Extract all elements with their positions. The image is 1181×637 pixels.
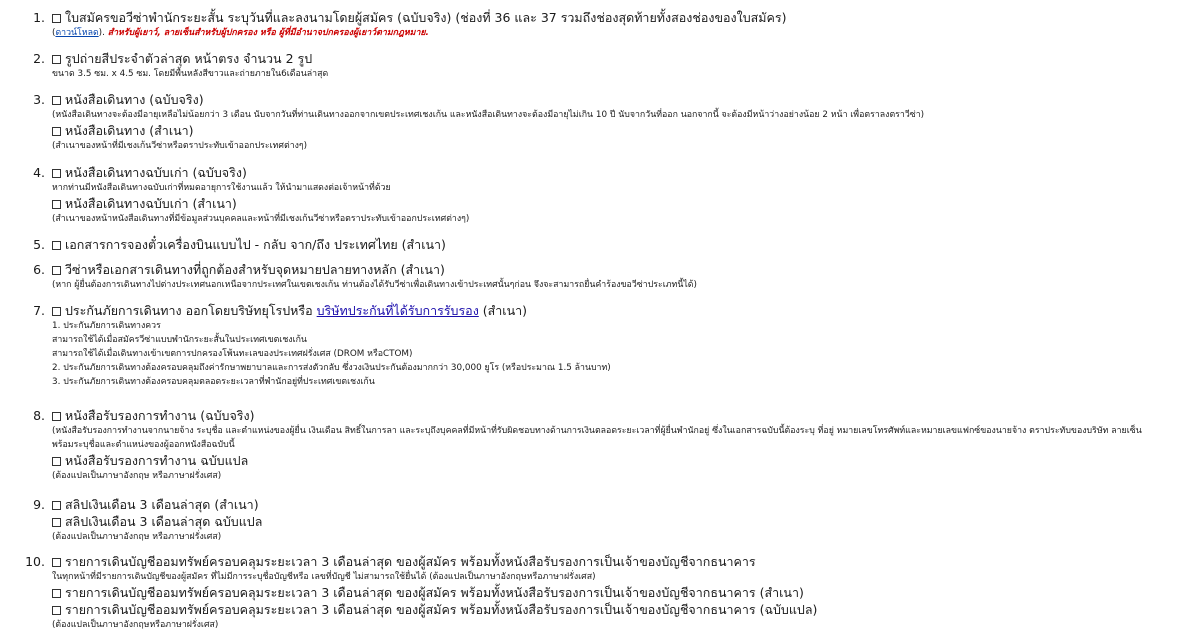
item-note: ขนาด 3.5 ซม. x 4.5 ซม. โดยมีพื้นหลังสีขาวและถ่ายภายใน6เดือนล่าสุด <box>52 69 329 79</box>
item-number: 10. <box>25 554 45 569</box>
checkbox[interactable] <box>52 96 61 105</box>
checkbox[interactable] <box>52 412 61 421</box>
checkbox[interactable] <box>52 457 61 466</box>
item-note: หากท่านมีหนังสือเดินทางฉบับเก่าที่หมดอายุการใช้งานแล้ว ให้นำมาแสดงต่อเจ้าหน้าที่ด้วย <box>52 183 391 193</box>
insurance-note-3: สามารถใช้ได้เมื่อเดินทางเข้าเขตการปกครองโพ้นทะเลของประเทศฝรั่งเศส (DROM หรือCTOM) <box>52 349 413 359</box>
sub-item-title: หนังสือเดินทางฉบับเก่า (สำเนา) <box>65 196 237 211</box>
checkbox[interactable] <box>52 200 61 209</box>
insurance-note-4: 2. ประกันภัยการเดินทางต้องครอบคลุมถึงค่ารักษาพยาบาลและการส่งตัวกลับ ซึ่งวงเงินประกันต้องมากกว่า 30,000 ยูโร (หรือประมาณ 1.5 ล้านบาท) <box>52 363 611 373</box>
checkbox[interactable] <box>52 14 61 23</box>
sub-item-title-2: รายการเดินบัญชีออมทรัพย์ครอบคลุมระยะเวลา 3 เดือนล่าสุด ของผู้สมัคร พร้อมทั้งหนังสือรับรองการเป็นเจ้าของบัญชีจากธนาคาร (ฉบับแปล) <box>65 602 818 617</box>
checkbox[interactable] <box>52 558 61 567</box>
approved-insurers-link[interactable]: บริษัทประกันที่ได้รับการรับรอง <box>316 303 479 318</box>
item-number: 8. <box>33 408 45 423</box>
item-title: รายการเดินบัญชีออมทรัพย์ครอบคลุมระยะเวลา 3 เดือนล่าสุด ของผู้สมัคร พร้อมทั้งหนังสือรับรองการเป็นเจ้าของบัญชีจากธนาคาร <box>65 554 756 569</box>
checkbox[interactable] <box>52 266 61 275</box>
checkbox[interactable] <box>52 606 61 615</box>
item-number: 2. <box>33 51 45 66</box>
item-number: 9. <box>33 497 45 512</box>
sub-item-note: (ต้องแปลเป็นภาษาอังกฤษ หรือภาษาฝรั่งเศส) <box>52 532 222 542</box>
item-title-tail: (สำเนา) <box>482 303 528 318</box>
item-number: 4. <box>33 165 45 180</box>
item-note: (หาก ผู้ยื่นต้องการเดินทางไปต่างประเทศนอกเหนือจากประเทศในเขตเชงเก้น ท่านต้องได้รับวีซ่าเพื่อเดินทางเข้าประเทศนั้นๆก่อน จึงจะสามารถยื่นคำร้องขอวีซ่าประเภทนี้ได้) <box>52 280 697 290</box>
minor-note: สำหรับผู้เยาว์, ลายเซ็นสำหรับผู้ปกครอง หรือ ผู้ที่มีอำนาจปกครองผู้เยาว์ตามกฎหมาย. <box>107 28 429 38</box>
item-note: ในทุกหน้าที่มีรายการเดินบัญชีของผู้สมัคร ที่ไม่มีการระบุชื่อบัญชีหรือ เลขที่บัญชี ไม่สามารถใช้ยื่นได้ (ต้องแปลเป็นภาษาอังกฤษหรือภาษาฝรั่งเศส) <box>52 572 596 582</box>
sub-item-note: (สำเนาของหน้าที่มีเชงเก้นวีซ่าหรือตราประทับเข้าออกประเทศต่างๆ) <box>52 141 308 151</box>
download-link[interactable]: ดาวน์โหลด <box>55 28 99 38</box>
item-note: (หนังสือรับรองการทำงานจากนายจ้าง ระบุชื่อ และตำแหน่งของผู้ยื่น เงินเดือน สิทธิ์ในการลา และระบุถึงบุคคลที่มีหน้าที่รับผิดชอบทางด้านการเงินตลอดระยะเวลาที่ผู้ยื่นพำนักอยู่ ซึ่งในเอกสารฉบับนี้ต้องระบุ ที่อยู่ หมายเลขโทรศัพท์และหมายเลขแฟกซ์ของนายจ้าง ตราประทับของบริษัท ลายเซ็น พร้อมระบุชื่อและตำแหน่งของผู้ออกหนังสือฉบับนี้ <box>52 426 1142 450</box>
item-title: หนังสือเดินทาง (ฉบับจริง) <box>65 92 204 107</box>
item-number: 7. <box>33 303 45 318</box>
item-title: เอกสารการจองตั๋วเครื่องบินแบบไป - กลับ จาก/ถึง ประเทศไทย (สำเนา) <box>65 237 446 252</box>
item-number: 6. <box>33 262 45 277</box>
sub-item-title: รายการเดินบัญชีออมทรัพย์ครอบคลุมระยะเวลา 3 เดือนล่าสุด ของผู้สมัคร พร้อมทั้งหนังสือรับรองการเป็นเจ้าของบัญชีจากธนาคาร (สำเนา) <box>65 585 804 600</box>
insurance-note-1: 1. ประกันภัยการเดินทางควร <box>52 321 161 331</box>
note-separator: ). <box>98 28 105 38</box>
checkbox[interactable] <box>52 518 61 527</box>
sub-item-title: หนังสือรับรองการทำงาน ฉบับแปล <box>65 453 249 468</box>
sub-item-note: (ต้องแปลเป็นภาษาอังกฤษหรือภาษาฝรั่งเศส) <box>52 620 219 630</box>
sub-item-note: (ต้องแปลเป็นภาษาอังกฤษ หรือภาษาฝรั่งเศส) <box>52 471 222 481</box>
document-checklist: 1. ใบสมัครขอวีซ่าพำนักระยะสั้น ระบุวันที่และลงนามโดยผู้สมัคร (ฉบับจริง) (ช่องที่ 36 และ 37 รวมถึงช่องสุดท้ายทั้งสองช่องของใบสมัคร) (ดาวน์โหลด). สำหรับผู้เยาว์, ลายเซ็นสำหรับผู้ปกครอง หรือ ผู้ที่มีอำนาจปกครองผู้เยาว์ตามกฎหมาย. 2. รูปถ่ายสีประจำตัวล่าสุด หน้าตรง จำนวน 2 รูป ขนาด 3.5 ซม. x 4.5 ซม. โดยมีพื้นหลังสีขาวและถ่ายภายใน6เดือนล่าสุด 3. หนังสือเดินทาง (ฉบับจริง) (หนังสือเดินทางจะต้องมีอายุเหลือไม่น้อยกว่า 3 เดือน นับจากวันที่ท่านเดินทางออกจากเขตประเทศเชงเก้น และหนังสือเดินทางจะต้องมีอายุไม่เกิน 10 ปี นับจากวันที่ออก นอกจากนี้ จะต้องมีหน้าว่างอย่างน้อย 2 หน้า เพื่อตราลงตราวีซ่า) หนังสือเดินทาง (สำเนา) (สำเนาของหน้าที่มีเชงเก้นวีซ่าหรือตราประทับเข้าออกประเทศต่างๆ) 4. หนังสือเดินทางฉบับเก่า (ฉบับจริง) หากท่านมีหนังสือเดินทางฉบับเก่าที่หมดอายุการใช้งานแล้ว ให้นำมาแสดงต่อเจ้าหน้าที่ด้วย หนังสือเดินทางฉบับเก่า (สำเนา) (สำเนาของหน้าหนังสือเดินทางที่มีข้อมูลส่วนบุคคลและหน้าที่มีเชงเก้นวีซ่าหรือตราประทับเข้าออกประเทศต่างๆ) 5. เอกสารการจองตั๋วเครื่องบินแบบไป - กลับ จาก/ถึง ประเทศไทย (สำเนา) 6. วีซ่าหรือเอกสารเดินทางที่ถูกต้องสำหรับจุดหมายปลายทางหลัก (สำเนา) (หาก ผู้ยื่นต้องการเดินทางไปต่างประเทศนอกเหนือจากประเทศในเขตเชงเก้น ท่านต้องได้รับวีซ่าเพื่อเดินทางเข้าประเทศนั้นๆก่อน จึงจะสามารถยื่นคำร้องขอวีซ่าประเภทนี้ได้) 7. ประกันภัยการเดินทาง ออกโดยบริษัทยุโรปหรือ บริษัทประกันที่ได้รับการรับรอง (สำเนา) 1. ประกันภัยการเดินทางควร สามารถใช้ได้เมื่อสมัครวีซ่าแบบพำนักระยะสั้นในประเทศเขตเชงเก้น สามารถใช้ได้เมื่อเดินทางเข้าเขตการปกครองโพ้นทะเลของประเทศฝรั่งเศส (DROM หรือCTOM) 2. ประกันภัยการเดินทางต้องครอบคลุมถึงค่ารักษาพยาบาลและการส่งตัวกลับ ซึ่งวงเงินประกันต้องมากกว่า 30,000 ยูโร (หรือประมาณ 1.5 ล้านบาท) 3. ประกันภัยการเดินทางต้องครอบคลุมตลอดระยะเวลาที่พำนักอยู่ที่ประเทศเขตเชงเก้น 8. หนังสือรับรองการทำงาน (ฉบับจริง) (หนังสือรับรองการทำงานจากนายจ้าง ระบุชื่อ และตำแหน่งของผู้ยื่น เงินเดือน สิทธิ์ในการลา และระบุถึงบุคคลที่มีหน้าที่รับผิดชอบทางด้านการเงินตลอดระยะเวลาที่ผู้ยื่นพำนักอยู่ ซึ่งในเอกสารฉบับนี้ต้องระบุ ที่อยู่ หมายเลขโทรศัพท์และหมายเลขแฟกซ์ของนายจ้าง ตราประทับของบริษัท ลายเซ็น พร้อมระบุชื่อและตำแหน่งของผู้ออกหนังสือฉบับนี้ หนังสือรับรองการทำงาน ฉบับแปล (ต้องแปลเป็นภาษาอังกฤษ หรือภาษาฝรั่งเศส) 9. สลิปเงินเดือน 3 เดือนล่าสุด (สำเนา) สลิปเงินเดือน 3 เดือนล่าสุด ฉบับแปล (ต้องแปลเป็นภาษาอังกฤษ หรือภาษาฝรั่งเศส) 10. รายการเดินบัญชีออมทรัพย์ครอบคลุมระยะเวลา 3 เดือนล่าสุด ของผู้สมัคร พร้อมทั้งหนังสือรับรองการเป็นเจ้าของบัญชีจากธนาคาร ในทุกหน้าที่มีรายการเดินบัญชีของผู้สมัคร ที่ไม่มีการระบุชื่อบัญชีหรือ เลขที่บัญชี ไม่สามารถใช้ยื่นได้ (ต้องแปลเป็นภาษาอังกฤษหรือภาษาฝรั่งเศส) รายการเดินบัญชีออมทรัพย์ครอบคลุมระยะเวลา 3 เดือนล่าสุด ของผู้สมัคร พร้อมทั้งหนังสือรับรองการเป็นเจ้าของบัญชีจากธนาคาร (สำเนา) รายการเดินบัญชีออมทรัพย์ครอบคลุมระยะเวลา 3 เดือนล่าสุด ของผู้สมัคร พร้อมทั้งหนังสือรับรองการเป็นเจ้าของบัญชีจากธนาคาร (ฉบับแปล) (ต้องแปลเป็นภาษาอังกฤษหรือภาษาฝรั่งเศส) <box>0 0 1181 637</box>
sub-item-note: (สำเนาของหน้าหนังสือเดินทางที่มีข้อมูลส่วนบุคคลและหน้าที่มีเชงเก้นวีซ่าหรือตราประทับเข้าออกประเทศต่างๆ) <box>52 214 470 224</box>
item-title: ใบสมัครขอวีซ่าพำนักระยะสั้น ระบุวันที่และลงนามโดยผู้สมัคร (ฉบับจริง) (ช่องที่ 36 และ 37 รวมถึงช่องสุดท้ายทั้งสองช่องของใบสมัคร) <box>65 10 787 25</box>
insurance-note-5: 3. ประกันภัยการเดินทางต้องครอบคลุมตลอดระยะเวลาที่พำนักอยู่ที่ประเทศเขตเชงเก้น <box>52 377 375 387</box>
checkbox[interactable] <box>52 169 61 178</box>
item-title: วีซ่าหรือเอกสารเดินทางที่ถูกต้องสำหรับจุดหมายปลายทางหลัก (สำเนา) <box>65 262 445 277</box>
item-note: (หนังสือเดินทางจะต้องมีอายุเหลือไม่น้อยกว่า 3 เดือน นับจากวันที่ท่านเดินทางออกจากเขตประเทศเชงเก้น และหนังสือเดินทางจะต้องมีอายุไม่เกิน 10 ปี นับจากวันที่ออก นอกจากนี้ จะต้องมีหน้าว่างอย่างน้อย 2 หน้า เพื่อตราลงตราวีซ่า) <box>52 110 925 120</box>
checkbox[interactable] <box>52 501 61 510</box>
item-number: 1. <box>33 10 45 25</box>
checkbox[interactable] <box>52 127 61 136</box>
item-title: ประกันภัยการเดินทาง ออกโดยบริษัทยุโรปหรือ <box>65 303 313 318</box>
checkbox[interactable] <box>52 241 61 250</box>
sub-item-title: สลิปเงินเดือน 3 เดือนล่าสุด ฉบับแปล <box>65 514 263 529</box>
sub-item-title: หนังสือเดินทาง (สำเนา) <box>65 123 194 138</box>
checkbox[interactable] <box>52 589 61 598</box>
item-title: หนังสือรับรองการทำงาน (ฉบับจริง) <box>65 408 255 423</box>
checkbox[interactable] <box>52 307 61 316</box>
item-title: หนังสือเดินทางฉบับเก่า (ฉบับจริง) <box>65 165 247 180</box>
item-title: สลิปเงินเดือน 3 เดือนล่าสุด (สำเนา) <box>65 497 259 512</box>
insurance-note-2: สามารถใช้ได้เมื่อสมัครวีซ่าแบบพำนักระยะสั้นในประเทศเขตเชงเก้น <box>52 335 307 345</box>
checkbox[interactable] <box>52 55 61 64</box>
item-number: 5. <box>33 237 45 252</box>
item-number: 3. <box>33 92 45 107</box>
item-title: รูปถ่ายสีประจำตัวล่าสุด หน้าตรง จำนวน 2 รูป <box>65 51 313 66</box>
